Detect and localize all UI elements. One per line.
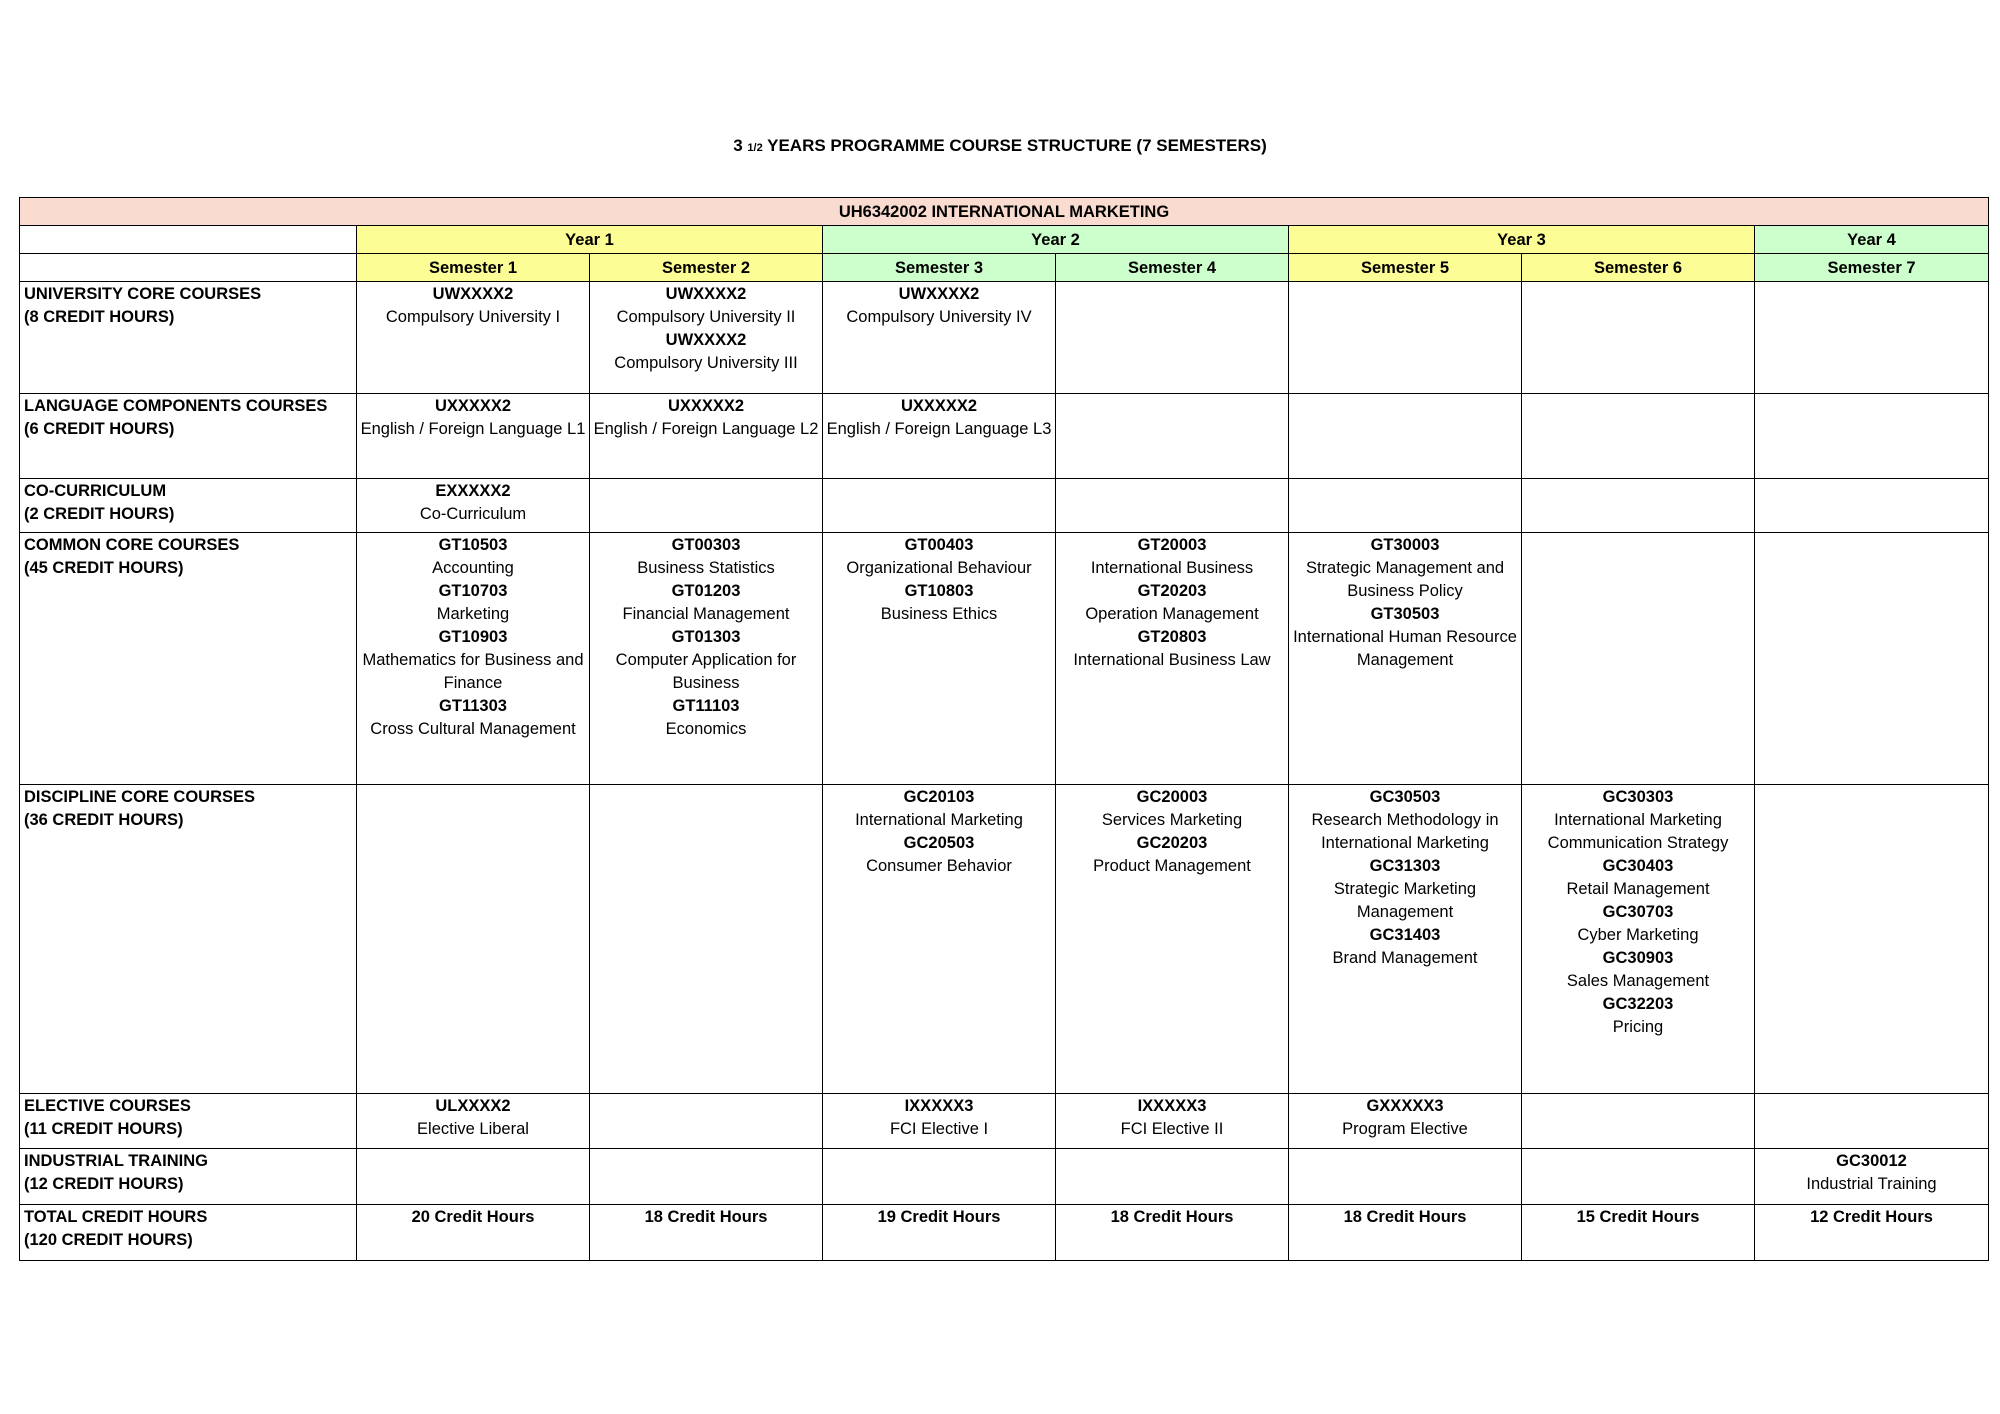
course-code: GC31303 bbox=[1369, 857, 1441, 875]
semester-cell bbox=[823, 533, 1056, 785]
semester-cell bbox=[823, 282, 1056, 394]
course-code: GT11303 bbox=[439, 697, 507, 715]
course-name: Services Marketing bbox=[1101, 811, 1243, 829]
semester-cell bbox=[1289, 1149, 1522, 1205]
course-category-row bbox=[20, 1094, 1989, 1149]
row-label-title: COMMON CORE COURSES bbox=[24, 536, 240, 554]
course-code: GT20203 bbox=[1137, 582, 1207, 600]
course-name: Product Management bbox=[1093, 857, 1251, 875]
semester-cell bbox=[357, 479, 590, 533]
course-name: Compulsory University II bbox=[616, 308, 796, 326]
course-name: Retail Management bbox=[1566, 880, 1710, 898]
semester-cell bbox=[590, 282, 823, 394]
course-name: Elective Liberal bbox=[417, 1120, 529, 1138]
course-name: International Marketing bbox=[855, 811, 1023, 829]
course-name: Brand Management bbox=[1332, 949, 1478, 967]
semester-cell bbox=[1755, 394, 1989, 479]
row-label-credits: (36 CREDIT HOURS) bbox=[24, 811, 184, 829]
course-code: GT00403 bbox=[904, 536, 974, 554]
course-code: EXXXXX2 bbox=[435, 482, 511, 500]
course-category-row bbox=[20, 533, 1989, 785]
corner-cell bbox=[20, 254, 357, 282]
semester-cell bbox=[590, 785, 823, 1094]
semester-cell bbox=[823, 1094, 1056, 1149]
row-label-credits: (120 CREDIT HOURS) bbox=[24, 1231, 193, 1249]
row-label-credits: (11 CREDIT HOURS) bbox=[24, 1120, 183, 1138]
course-code: GT01303 bbox=[671, 628, 741, 646]
course-code: GC30703 bbox=[1602, 903, 1674, 921]
course-name: Pricing bbox=[1612, 1018, 1664, 1036]
semester-header-6: Semester 6 bbox=[1522, 254, 1755, 282]
course-code: GT11103 bbox=[672, 697, 740, 715]
semester-cell bbox=[590, 1094, 823, 1149]
course-structure-table bbox=[19, 197, 1989, 1261]
course-name: Compulsory University IV bbox=[846, 308, 1032, 326]
course-code: GC30903 bbox=[1602, 949, 1674, 967]
course-code: GT10903 bbox=[438, 628, 508, 646]
course-name: Sales Management bbox=[1566, 972, 1710, 990]
semester-cell bbox=[590, 394, 823, 479]
semester-cell bbox=[823, 394, 1056, 479]
course-name: FCI Elective II bbox=[1120, 1120, 1224, 1138]
semester-cell bbox=[1056, 479, 1289, 533]
title-suffix: YEARS PROGRAMME COURSE STRUCTURE (7 SEMESTERS) bbox=[762, 136, 1267, 155]
course-code: GT20803 bbox=[1137, 628, 1207, 646]
semester-cell bbox=[1289, 785, 1522, 1094]
course-code: GT01203 bbox=[671, 582, 741, 600]
course-code: UXXXXX2 bbox=[667, 397, 745, 415]
course-name: Cyber Marketing bbox=[1577, 926, 1699, 944]
course-name: Mathematics for Business and Finance bbox=[362, 651, 584, 692]
semester-cell bbox=[823, 479, 1056, 533]
semester-cell bbox=[1522, 785, 1755, 1094]
semester-cell bbox=[1755, 1149, 1989, 1205]
semester-cell bbox=[590, 479, 823, 533]
course-code: GC20203 bbox=[1136, 834, 1208, 852]
programme-header: UH6342002 INTERNATIONAL MARKETING bbox=[20, 198, 1989, 226]
corner-cell bbox=[20, 226, 357, 254]
course-code: GXXXXX3 bbox=[1366, 1097, 1444, 1115]
year-header-2: Year 2 bbox=[823, 226, 1289, 254]
course-name: English / Foreign Language L2 bbox=[593, 420, 819, 438]
row-label bbox=[20, 479, 357, 533]
semester-cell bbox=[823, 1149, 1056, 1205]
semester-cell bbox=[1289, 533, 1522, 785]
semester-header-7: Semester 7 bbox=[1755, 254, 1989, 282]
course-code: GC20003 bbox=[1136, 788, 1208, 806]
semester-cell bbox=[823, 785, 1056, 1094]
year-header-4: Year 4 bbox=[1755, 226, 1989, 254]
course-code: UXXXXX2 bbox=[434, 397, 512, 415]
row-label-title: DISCIPLINE CORE COURSES bbox=[24, 788, 256, 806]
semester-cell bbox=[1522, 533, 1755, 785]
row-label-credits: (12 CREDIT HOURS) bbox=[24, 1175, 184, 1193]
course-code: IXXXXX3 bbox=[1137, 1097, 1207, 1115]
course-code: GC32203 bbox=[1602, 995, 1674, 1013]
year-header-1: Year 1 bbox=[357, 226, 823, 254]
course-name: Compulsory University III bbox=[614, 354, 798, 372]
semester-cell bbox=[357, 1094, 590, 1149]
total-credit-cell: 15 Credit Hours bbox=[1522, 1205, 1755, 1261]
year-header-3: Year 3 bbox=[1289, 226, 1755, 254]
course-code: UWXXXX2 bbox=[665, 331, 747, 349]
row-label bbox=[20, 533, 357, 785]
title-prefix: 3 bbox=[733, 136, 748, 155]
row-label-credits: (2 CREDIT HOURS) bbox=[24, 505, 175, 523]
course-name: Industrial Training bbox=[1806, 1175, 1937, 1193]
total-credit-cell: 18 Credit Hours bbox=[1289, 1205, 1522, 1261]
row-label-credits: (45 CREDIT HOURS) bbox=[24, 559, 184, 577]
semester-header-2: Semester 2 bbox=[590, 254, 823, 282]
row-label-title: INDUSTRIAL TRAINING bbox=[24, 1152, 208, 1170]
course-code: UWXXXX2 bbox=[432, 285, 514, 303]
semester-cell bbox=[1056, 394, 1289, 479]
semester-header-1: Semester 1 bbox=[357, 254, 590, 282]
row-label-credits: (8 CREDIT HOURS) bbox=[24, 308, 175, 326]
course-code: UXXXXX2 bbox=[900, 397, 978, 415]
course-category-row bbox=[20, 785, 1989, 1094]
course-name: FCI Elective I bbox=[889, 1120, 989, 1138]
course-name: English / Foreign Language L1 bbox=[360, 420, 586, 438]
course-name: International Marketing Communication Strategy bbox=[1547, 811, 1729, 852]
course-category-row bbox=[20, 1149, 1989, 1205]
course-name: Cross Cultural Management bbox=[370, 720, 576, 738]
semester-cell bbox=[1289, 479, 1522, 533]
course-code: GC30503 bbox=[1369, 788, 1441, 806]
title-fraction: 1/2 bbox=[747, 142, 763, 154]
row-label bbox=[20, 1094, 357, 1149]
course-name: Program Elective bbox=[1342, 1120, 1468, 1138]
course-name: Accounting bbox=[432, 559, 514, 577]
course-category-row bbox=[20, 479, 1989, 533]
semester-cell bbox=[1056, 1094, 1289, 1149]
semester-cell bbox=[1522, 1149, 1755, 1205]
semester-cell bbox=[1522, 1094, 1755, 1149]
row-label bbox=[20, 282, 357, 394]
course-name: Organizational Behaviour bbox=[846, 559, 1032, 577]
course-category-row bbox=[20, 282, 1989, 394]
row-label-title: ELECTIVE COURSES bbox=[24, 1097, 191, 1115]
course-name: International Human Resource Management bbox=[1293, 628, 1517, 669]
total-credit-cell: 12 Credit Hours bbox=[1755, 1205, 1989, 1261]
semester-cell bbox=[1522, 282, 1755, 394]
course-name: Marketing bbox=[436, 605, 510, 623]
course-code: GC30012 bbox=[1836, 1152, 1907, 1170]
semester-cell bbox=[357, 785, 590, 1094]
course-category-row bbox=[20, 394, 1989, 479]
course-name: English / Foreign Language L3 bbox=[826, 420, 1052, 438]
semester-header-3: Semester 3 bbox=[823, 254, 1056, 282]
course-name: Consumer Behavior bbox=[866, 857, 1012, 875]
semester-cell bbox=[357, 533, 590, 785]
semester-cell bbox=[590, 533, 823, 785]
course-code: GC20103 bbox=[903, 788, 975, 806]
semester-header-4: Semester 4 bbox=[1056, 254, 1289, 282]
course-code: GC31403 bbox=[1369, 926, 1441, 944]
semester-cell bbox=[1522, 394, 1755, 479]
course-code: GC30403 bbox=[1602, 857, 1674, 875]
course-name: Compulsory University I bbox=[385, 308, 561, 326]
semester-cell bbox=[590, 1149, 823, 1205]
row-label-title: UNIVERSITY CORE COURSES bbox=[24, 285, 262, 303]
total-row bbox=[20, 1205, 1989, 1261]
course-code: ULXXXX2 bbox=[435, 1097, 511, 1115]
row-label-title: TOTAL CREDIT HOURS bbox=[24, 1208, 208, 1226]
semester-cell bbox=[1056, 282, 1289, 394]
semester-cell bbox=[357, 394, 590, 479]
semester-cell bbox=[1056, 1149, 1289, 1205]
course-name: Business Ethics bbox=[880, 605, 998, 623]
row-label-title: CO-CURRICULUM bbox=[24, 482, 167, 500]
row-label bbox=[20, 785, 357, 1094]
semester-cell bbox=[1056, 533, 1289, 785]
semester-cell bbox=[1755, 1094, 1989, 1149]
course-code: GT10803 bbox=[904, 582, 974, 600]
semester-cell bbox=[1289, 394, 1522, 479]
total-credit-cell: 18 Credit Hours bbox=[590, 1205, 823, 1261]
course-code: GT30003 bbox=[1370, 536, 1440, 554]
course-code: GC30303 bbox=[1602, 788, 1674, 806]
semester-cell bbox=[1289, 1094, 1522, 1149]
total-credit-cell: 20 Credit Hours bbox=[357, 1205, 590, 1261]
course-code: IXXXXX3 bbox=[904, 1097, 974, 1115]
course-name: Operation Management bbox=[1085, 605, 1259, 623]
semester-cell bbox=[1289, 282, 1522, 394]
semester-header-5: Semester 5 bbox=[1289, 254, 1522, 282]
course-code: UWXXXX2 bbox=[898, 285, 980, 303]
course-name: Computer Application for Business bbox=[615, 651, 797, 692]
course-code: GT30503 bbox=[1370, 605, 1440, 623]
course-code: GC20503 bbox=[903, 834, 975, 852]
semester-cell bbox=[357, 1149, 590, 1205]
course-name: International Business Law bbox=[1073, 651, 1271, 669]
course-code: GT20003 bbox=[1137, 536, 1207, 554]
course-name: Business Statistics bbox=[637, 559, 775, 577]
semester-cell bbox=[1755, 533, 1989, 785]
course-name: Research Methodology in International Marketing bbox=[1311, 811, 1499, 852]
total-credit-cell: 18 Credit Hours bbox=[1056, 1205, 1289, 1261]
row-label bbox=[20, 1205, 357, 1261]
semester-cell bbox=[1755, 479, 1989, 533]
document-title bbox=[0, 136, 2000, 156]
semester-cell bbox=[1056, 785, 1289, 1094]
course-code: GT00303 bbox=[671, 536, 741, 554]
course-code: GT10703 bbox=[438, 582, 508, 600]
course-name: Economics bbox=[665, 720, 747, 738]
course-name: International Business bbox=[1090, 559, 1254, 577]
course-name: Co-Curriculum bbox=[419, 505, 527, 523]
course-code: UWXXXX2 bbox=[665, 285, 747, 303]
total-credit-cell: 19 Credit Hours bbox=[823, 1205, 1056, 1261]
course-code: GT10503 bbox=[438, 536, 508, 554]
semester-cell bbox=[1755, 282, 1989, 394]
semester-cell bbox=[357, 282, 590, 394]
course-name: Strategic Management and Business Policy bbox=[1305, 559, 1505, 600]
semester-cell bbox=[1755, 785, 1989, 1094]
course-name: Strategic Marketing Management bbox=[1333, 880, 1477, 921]
row-label-credits: (6 CREDIT HOURS) bbox=[24, 420, 175, 438]
course-name: Financial Management bbox=[622, 605, 790, 623]
row-label bbox=[20, 394, 357, 479]
row-label-title: LANGUAGE COMPONENTS COURSES bbox=[24, 397, 328, 415]
semester-cell bbox=[1522, 479, 1755, 533]
row-label bbox=[20, 1149, 357, 1205]
